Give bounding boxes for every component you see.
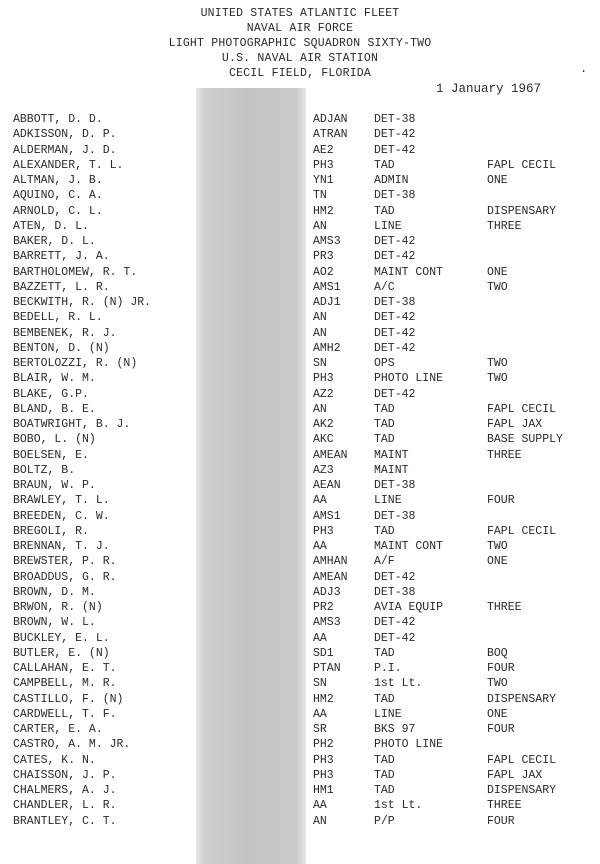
personnel-rate: AA	[313, 631, 327, 645]
personnel-division: DISPENSARY	[487, 784, 557, 797]
personnel-rate: AN	[313, 402, 327, 416]
personnel-assignment: DET-42	[374, 311, 416, 325]
personnel-rate: AA	[313, 494, 327, 508]
personnel-name: BARTHOLOMEW, R. T.	[13, 265, 138, 279]
personnel-rate: AN	[313, 311, 327, 325]
personnel-rate: AA	[313, 707, 327, 721]
personnel-assignment: DET-42	[374, 128, 416, 142]
personnel-rate: AN	[313, 814, 327, 828]
personnel-name: BOLTZ, B.	[13, 463, 76, 477]
personnel-rate: ADJ1	[313, 296, 341, 309]
personnel-rate: AMEAN	[313, 570, 348, 584]
personnel-division: ONE	[487, 707, 508, 721]
personnel-rate: AA	[313, 540, 327, 553]
personnel-rate: AZ2	[313, 387, 334, 401]
personnel-assignment: DET-38	[374, 113, 416, 126]
personnel-rate: AMS1	[313, 280, 341, 294]
personnel-rate: AEAN	[313, 479, 341, 492]
roster-row	[0, 600, 600, 615]
header-fleet: UNITED STATES ATLANTIC FLEET	[200, 7, 400, 20]
personnel-assignment: TAD	[374, 692, 395, 706]
personnel-name: BRANTLEY, C. T.	[13, 814, 117, 828]
personnel-assignment: DET-38	[374, 296, 416, 309]
roster-row	[0, 158, 600, 173]
personnel-division: FAPL CECIL	[487, 158, 557, 172]
roster-row	[0, 554, 600, 569]
roster-row	[0, 768, 600, 783]
personnel-name: BREWSTER, P. R.	[13, 555, 117, 569]
personnel-name: ABBOTT, D. D.	[13, 113, 103, 126]
header-force: NAVAL AIR FORCE	[246, 22, 354, 35]
personnel-assignment: PHOTO LINE	[374, 738, 444, 752]
personnel-assignment: AVIA EQUIP	[374, 601, 444, 614]
roster-row	[0, 707, 600, 722]
roster-row	[0, 493, 600, 508]
roster-row	[0, 188, 600, 203]
personnel-division: FAPL JAX	[487, 768, 543, 782]
personnel-name: BROWN, D. M.	[13, 585, 96, 599]
personnel-name: BRAUN, W. P.	[13, 479, 96, 492]
personnel-name: CHALMERS, A. J.	[13, 784, 117, 797]
personnel-assignment: ADMIN	[374, 174, 409, 187]
roster-row	[0, 798, 600, 813]
header-location: CECIL FIELD, FLORIDA	[228, 67, 372, 80]
personnel-name: BREEDEN, C. W.	[13, 509, 110, 523]
personnel-assignment: A/C	[374, 280, 395, 294]
personnel-assignment: 1st Lt.	[374, 799, 423, 813]
personnel-name: AQUINO, C. A.	[13, 189, 103, 203]
roster-row	[0, 173, 600, 188]
personnel-rate: AMS3	[313, 235, 341, 248]
personnel-rate: AE2	[313, 143, 334, 157]
personnel-rate: PH3	[313, 372, 334, 386]
personnel-division: TWO	[487, 540, 508, 553]
personnel-rate: PH3	[313, 524, 334, 538]
roster-row	[0, 615, 600, 630]
personnel-assignment: DET-42	[374, 143, 416, 157]
personnel-name: BOELSEN, E.	[13, 448, 89, 462]
personnel-rate: SD1	[313, 646, 334, 660]
personnel-assignment: LINE	[374, 219, 402, 233]
personnel-rate: PH3	[313, 768, 334, 782]
roster-row	[0, 417, 600, 432]
personnel-name: CASTILLO, F. (N)	[13, 692, 124, 706]
personnel-assignment: DET-38	[374, 585, 416, 599]
personnel-name: BUTLER, E. (N)	[13, 646, 110, 660]
personnel-name: BOBO, L. (N)	[13, 433, 96, 447]
personnel-assignment: TAD	[374, 158, 395, 172]
personnel-rate: AKC	[313, 433, 334, 447]
roster-row	[0, 753, 600, 768]
personnel-name: CHANDLER, L. R.	[13, 799, 117, 813]
personnel-division: DISPENSARY	[487, 692, 557, 706]
roster-row	[0, 432, 600, 447]
roster-row	[0, 692, 600, 707]
personnel-name: BLAND, B. E.	[13, 402, 96, 416]
roster-row	[0, 356, 600, 371]
personnel-assignment: TAD	[374, 433, 395, 447]
personnel-name: CASTRO, A. M. JR.	[13, 738, 131, 752]
personnel-assignment: 1st Lt.	[374, 677, 423, 691]
personnel-rate: AZ3	[313, 463, 334, 477]
personnel-assignment: MAINT CONT	[374, 540, 444, 553]
personnel-division: ONE	[487, 555, 508, 569]
roster-row	[0, 478, 600, 493]
roster-row	[0, 295, 600, 310]
personnel-division: ONE	[487, 174, 508, 187]
personnel-name: BECKWITH, R. (N) JR.	[13, 296, 152, 309]
personnel-division: FAPL CECIL	[487, 524, 557, 538]
stray-mark: .	[580, 62, 588, 76]
roster-row	[0, 661, 600, 676]
personnel-name: BUCKLEY, E. L.	[13, 631, 110, 645]
personnel-assignment: TAD	[374, 204, 395, 218]
personnel-division: FOUR	[487, 814, 515, 828]
personnel-rate: ATRAN	[313, 128, 348, 142]
personnel-name: CAMPBELL, M. R.	[13, 677, 117, 691]
personnel-assignment: TAD	[374, 753, 395, 767]
personnel-name: CHAISSON, J. P.	[13, 768, 117, 782]
personnel-division: THREE	[487, 448, 522, 462]
personnel-name: BRWON, R. (N)	[13, 601, 103, 614]
personnel-assignment: MAINT	[374, 448, 409, 462]
roster-row	[0, 387, 600, 402]
personnel-name: BENTON, D. (N)	[13, 341, 110, 355]
personnel-rate: AMS1	[313, 509, 341, 523]
personnel-name: CATES, K. N.	[13, 753, 96, 767]
personnel-division: BOQ	[487, 646, 508, 660]
personnel-rate: TN	[313, 189, 327, 203]
personnel-assignment: P.I.	[374, 662, 402, 675]
personnel-assignment: TAD	[374, 768, 395, 782]
personnel-name: BERTOLOZZI, R. (N)	[13, 357, 138, 370]
personnel-assignment: DET-38	[374, 479, 416, 492]
personnel-name: ALTMAN, J. B.	[13, 174, 103, 187]
personnel-assignment: OPS	[374, 357, 395, 370]
personnel-assignment: TAD	[374, 418, 395, 431]
roster-row	[0, 326, 600, 341]
personnel-division: FOUR	[487, 662, 515, 675]
personnel-name: CALLAHAN, E. T.	[13, 662, 117, 675]
personnel-division: FOUR	[487, 494, 515, 508]
personnel-name: ATEN, D. L.	[13, 219, 89, 233]
personnel-rate: SR	[313, 723, 327, 736]
personnel-rate: AN	[313, 219, 327, 233]
roster-list	[0, 112, 600, 829]
personnel-name: BROWN, W. L.	[13, 616, 96, 630]
personnel-rate: SN	[313, 677, 327, 691]
personnel-division: TWO	[487, 280, 508, 294]
personnel-division: FAPL CECIL	[487, 402, 557, 416]
personnel-name: BRENNAN, T. J.	[13, 540, 110, 553]
roster-row	[0, 814, 600, 829]
personnel-division: FOUR	[487, 723, 515, 736]
personnel-rate: HM2	[313, 204, 334, 218]
personnel-name: BLAIR, W. M.	[13, 372, 96, 386]
roster-row	[0, 646, 600, 661]
personnel-division: THREE	[487, 799, 522, 813]
roster-row	[0, 280, 600, 295]
personnel-assignment: TAD	[374, 402, 395, 416]
personnel-assignment: LINE	[374, 494, 402, 508]
roster-row	[0, 341, 600, 356]
personnel-assignment: LINE	[374, 707, 402, 721]
personnel-name: CARTER, E. A.	[13, 723, 103, 736]
header-squadron: LIGHT PHOTOGRAPHIC SQUADRON SIXTY-TWO	[168, 37, 432, 50]
personnel-rate: ADJAN	[313, 113, 348, 126]
personnel-assignment: DET-42	[374, 326, 416, 340]
roster-row	[0, 265, 600, 280]
roster-row	[0, 783, 600, 798]
personnel-division: TWO	[487, 372, 508, 386]
roster-row	[0, 143, 600, 158]
personnel-assignment: TAD	[374, 524, 395, 538]
personnel-assignment: BKS 97	[374, 723, 416, 736]
personnel-name: BROADDUS, G. R.	[13, 570, 117, 584]
roster-row	[0, 371, 600, 386]
roster-row	[0, 676, 600, 691]
personnel-division: TWO	[487, 357, 508, 370]
document-date: 1 January 1967	[436, 82, 542, 96]
personnel-rate: PH3	[313, 753, 334, 767]
personnel-name: BAZZETT, L. R.	[13, 280, 110, 294]
personnel-rate: ADJ3	[313, 585, 341, 599]
personnel-name: BAKER, D. L.	[13, 235, 96, 248]
personnel-division: THREE	[487, 601, 522, 614]
personnel-division: THREE	[487, 219, 522, 233]
personnel-assignment: DET-42	[374, 341, 416, 355]
personnel-division: BASE SUPPLY	[487, 433, 563, 447]
personnel-name: ALDERMAN, J. D.	[13, 143, 117, 157]
personnel-division: DISPENSARY	[487, 204, 557, 218]
personnel-name: ARNOLD, C. L.	[13, 204, 103, 218]
personnel-assignment: DET-38	[374, 189, 416, 203]
personnel-rate: PTAN	[313, 662, 341, 675]
personnel-rate: AMS3	[313, 616, 341, 630]
roster-row	[0, 112, 600, 127]
personnel-assignment: DET-38	[374, 509, 416, 523]
personnel-rate: AN	[313, 326, 327, 340]
personnel-name: CARDWELL, T. F.	[13, 707, 117, 721]
personnel-rate: PR2	[313, 601, 334, 614]
header-station: U.S. NAVAL AIR STATION	[221, 52, 379, 65]
personnel-assignment: DET-42	[374, 387, 416, 401]
personnel-rate: AMEAN	[313, 448, 348, 462]
personnel-assignment: MAINT CONT	[374, 265, 444, 279]
roster-row	[0, 310, 600, 325]
roster-row	[0, 524, 600, 539]
personnel-rate: AMH2	[313, 341, 341, 355]
personnel-name: BEMBENEK, R. J.	[13, 326, 117, 340]
personnel-assignment: DET-42	[374, 631, 416, 645]
roster-row	[0, 539, 600, 554]
personnel-division: FAPL JAX	[487, 418, 543, 431]
personnel-rate: AK2	[313, 418, 334, 431]
personnel-assignment: P/P	[374, 814, 395, 828]
personnel-rate: HM1	[313, 784, 334, 797]
personnel-rate: AA	[313, 799, 327, 813]
personnel-assignment: TAD	[374, 784, 395, 797]
roster-row	[0, 234, 600, 249]
personnel-rate: AMHAN	[313, 555, 348, 569]
roster-row	[0, 585, 600, 600]
document-header	[0, 6, 600, 81]
roster-row	[0, 448, 600, 463]
roster-row	[0, 737, 600, 752]
roster-row	[0, 509, 600, 524]
personnel-division: FAPL CECIL	[487, 753, 557, 767]
personnel-assignment: PHOTO LINE	[374, 372, 444, 386]
personnel-rate: AO2	[313, 265, 334, 279]
personnel-rate: PR3	[313, 250, 334, 264]
personnel-name: ALEXANDER, T. L.	[13, 158, 124, 172]
roster-row	[0, 204, 600, 219]
personnel-name: BEDELL, R. L.	[13, 311, 103, 325]
personnel-division: TWO	[487, 677, 508, 691]
personnel-division: ONE	[487, 265, 508, 279]
personnel-name: BARRETT, J. A.	[13, 250, 110, 264]
personnel-assignment: A/F	[374, 555, 395, 569]
personnel-rate: HM2	[313, 692, 334, 706]
personnel-rate: SN	[313, 357, 327, 370]
roster-row	[0, 219, 600, 234]
personnel-name: BREGOLI, R.	[13, 524, 89, 538]
personnel-rate: PH2	[313, 738, 334, 752]
personnel-assignment: DET-42	[374, 616, 416, 630]
personnel-assignment: DET-42	[374, 235, 416, 248]
personnel-assignment: DET-42	[374, 250, 416, 264]
personnel-name: BOATWRIGHT, B. J.	[13, 418, 131, 431]
personnel-name: BLAKE, G.P.	[13, 387, 89, 401]
personnel-assignment: MAINT	[374, 463, 409, 477]
personnel-name: BRAWLEY, T. L.	[13, 494, 110, 508]
roster-row	[0, 722, 600, 737]
roster-row	[0, 570, 600, 585]
personnel-rate: YN1	[313, 174, 334, 187]
personnel-assignment: TAD	[374, 646, 395, 660]
roster-row	[0, 402, 600, 417]
roster-row	[0, 631, 600, 646]
personnel-assignment: DET-42	[374, 570, 416, 584]
roster-row	[0, 463, 600, 478]
personnel-rate: PH3	[313, 158, 334, 172]
roster-row	[0, 127, 600, 142]
roster-row	[0, 249, 600, 264]
personnel-name: ADKISSON, D. P.	[13, 128, 117, 142]
